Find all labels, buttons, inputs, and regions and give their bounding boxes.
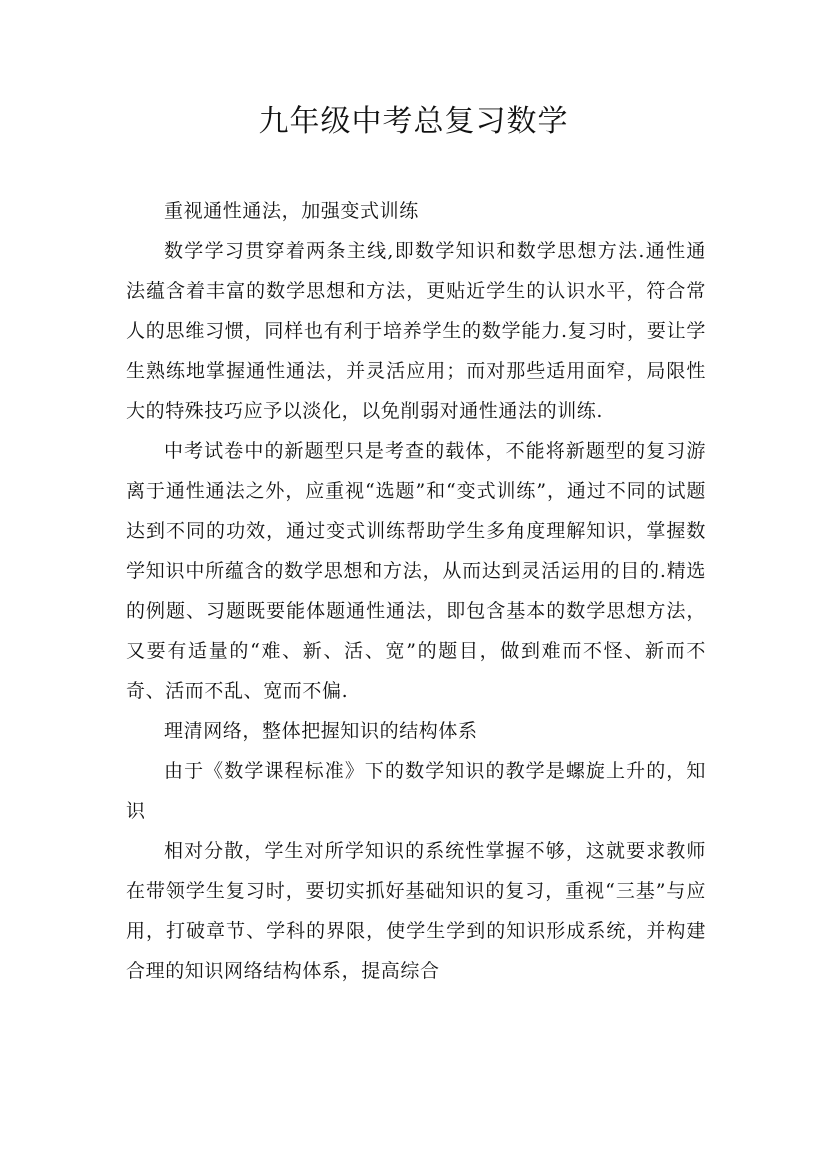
paragraph-3: 由于《数学课程标准》下的数学知识的教学是螺旋上升的，知识 (126, 760, 706, 822)
paragraph-2: 中考试卷中的新题型只是考查的载体，不能将新题型的复习游离于通性通法之外，应重视“选题”和“变式训练”，通过不同的试题达到不同的功效，通过变式训练帮助学生多角度理解知识，掌握数学知识中所蕴含的数学思想和方法，从而达到灵活运用的目的.精选的例题、习题既要能体题通性通法，即包含基本的数学思想方法，又要有适量的“难、新、活、宽”的题目，做到难而不怪、新而不奇、活而不乱、宽而不偏. (126, 440, 706, 702)
paragraph-4: 相对分散，学生对所学知识的系统性掌握不够，这就要求教师在带领学生复习时，要切实抓好基础知识的复习，重视“三基”与应用，打破章节、学科的界限，使学生学到的知识形成系统，并构建合理的知识网络结构体系，提高综合 (126, 840, 706, 982)
document-title: 九年级中考总复习数学 (258, 104, 569, 139)
section-heading-2: 理清网络，整体把握知识的结构体系 (164, 720, 478, 742)
document-body (126, 191, 706, 991)
paragraph-1: 数学学习贯穿着两条主线,即数学知识和数学思想方法.通性通法蕴含着丰富的数学思想和方法，更贴近学生的认识水平，符合常人的思维习惯，同样也有利于培养学生的数学能力.复习时，要让学生熟练地掌握通性通法，并灵活应用；而对那些适用面窄，局限性大的特殊技巧应予以淡化，以免削弱对通性通法的训练. (126, 240, 706, 422)
section-heading-1: 重视通性通法，加强变式训练 (164, 200, 419, 222)
